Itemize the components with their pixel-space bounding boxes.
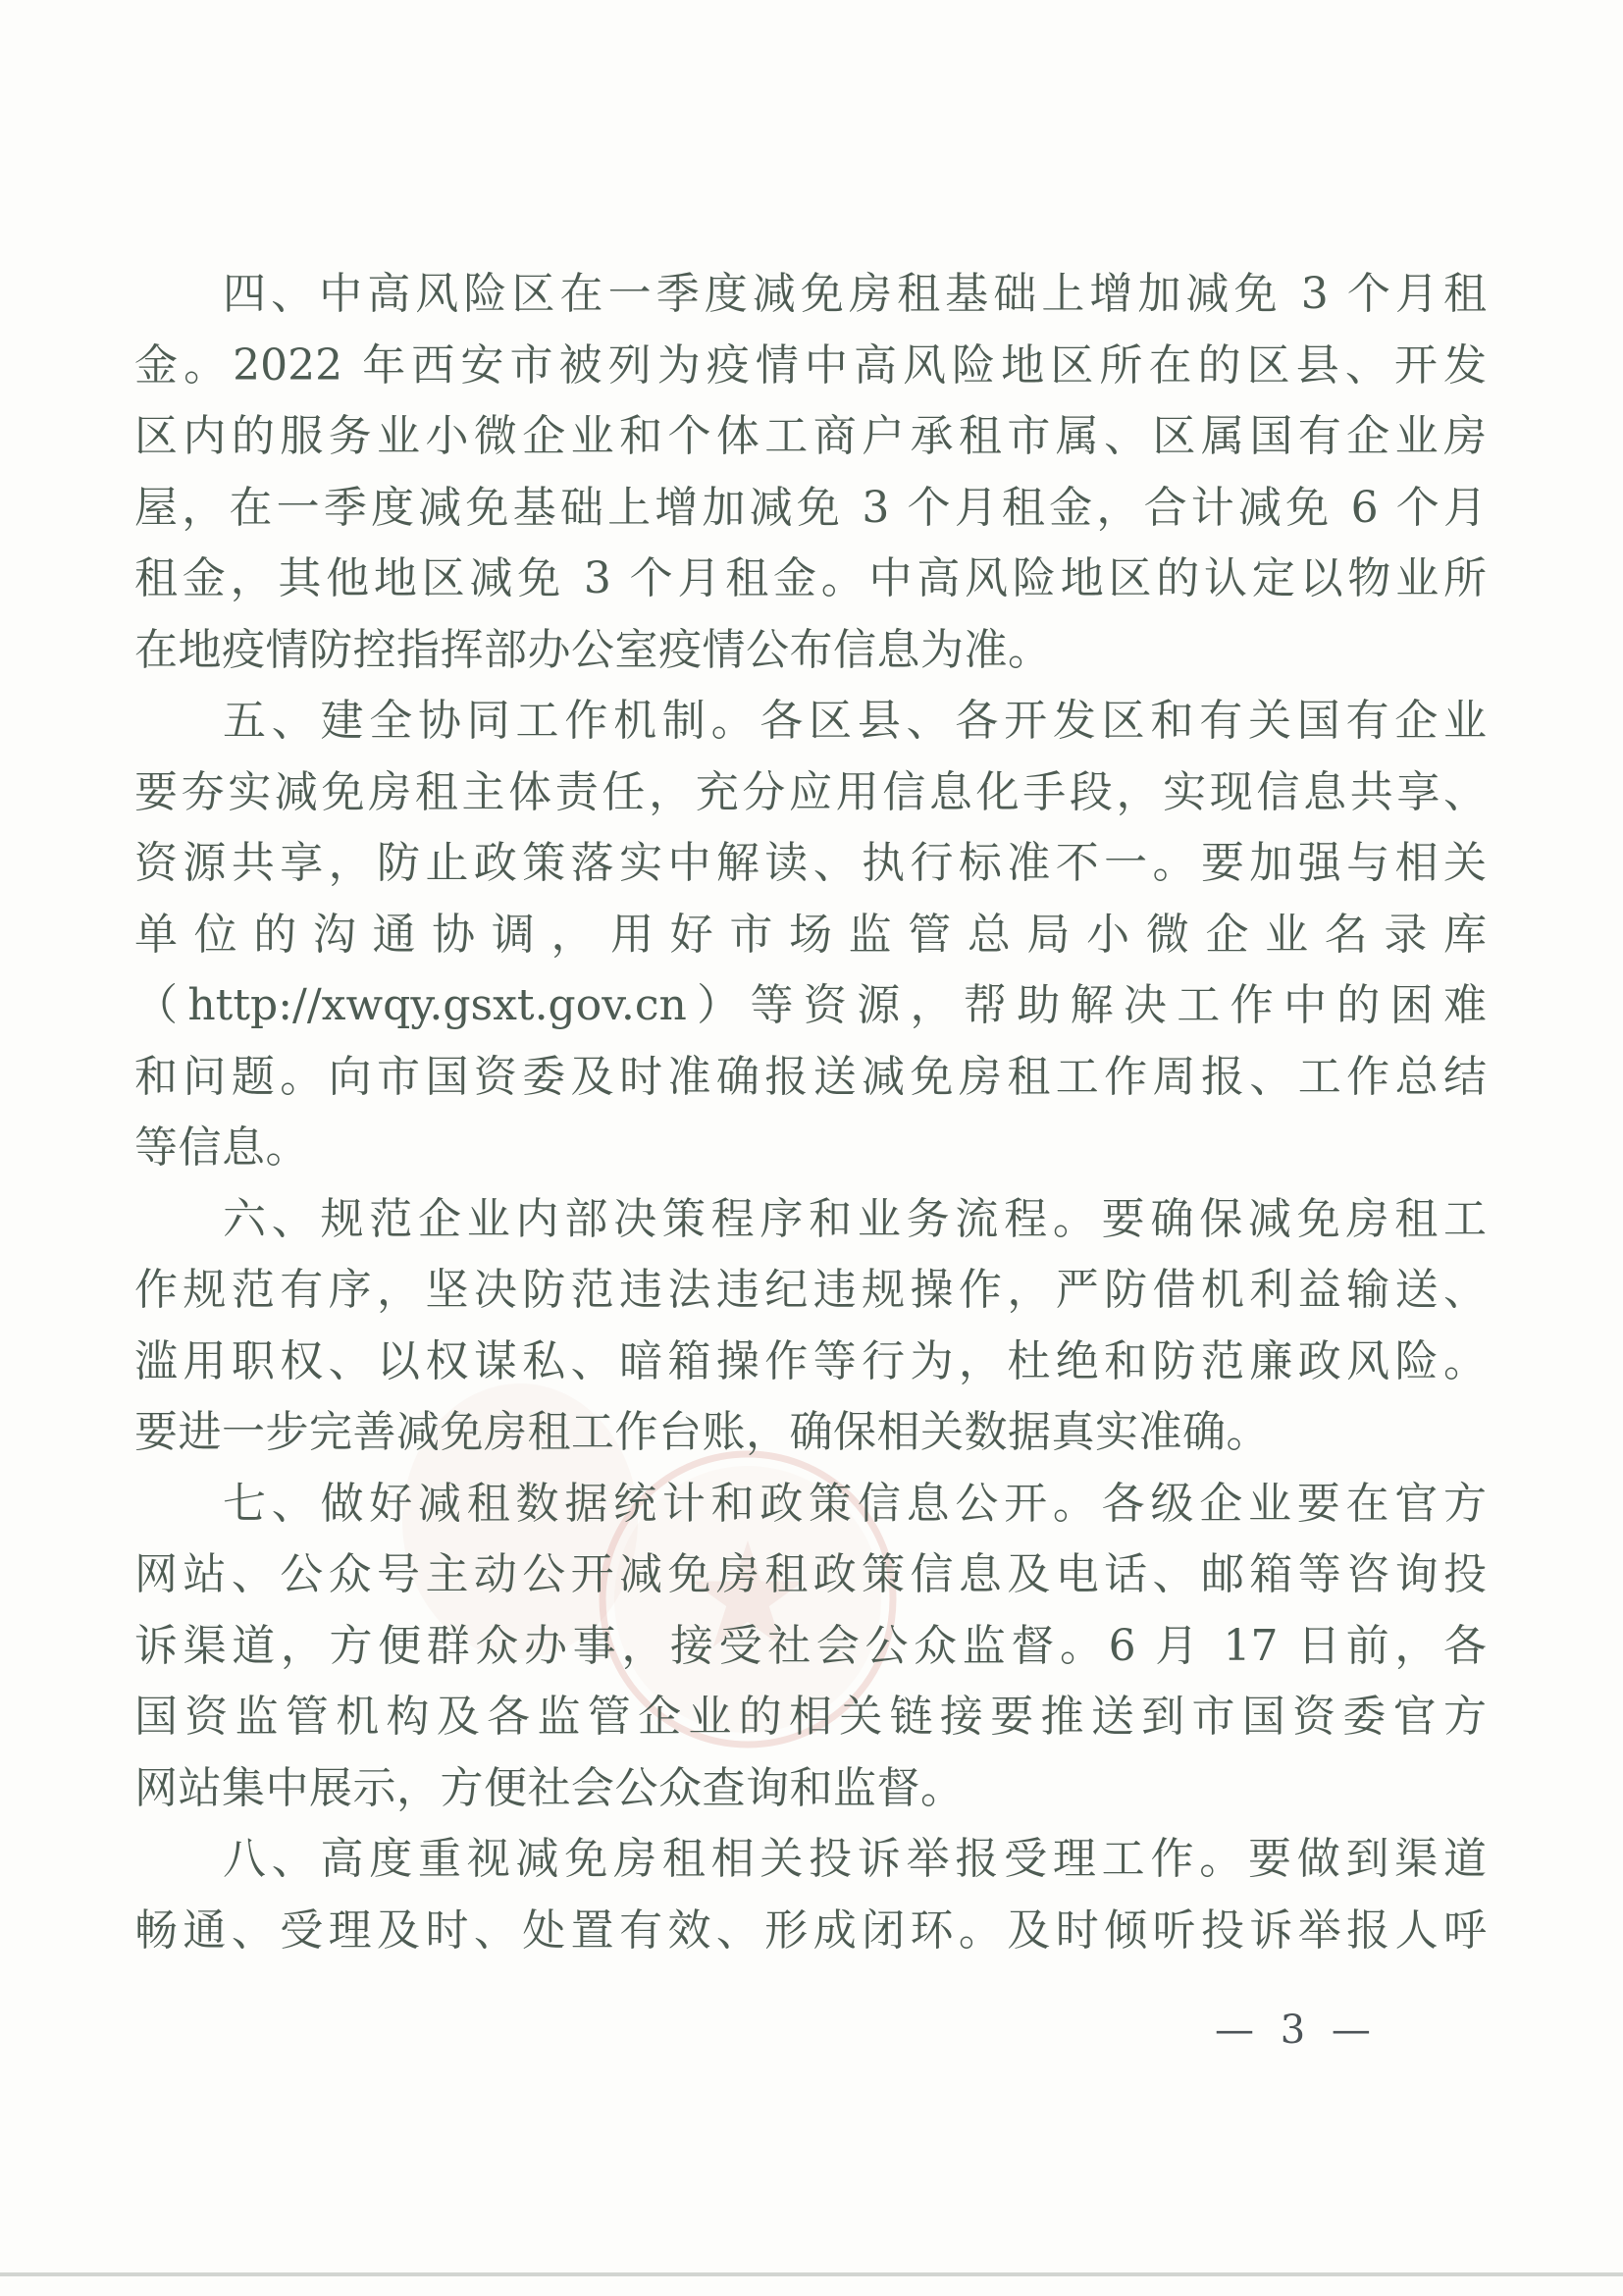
text-line: 等信息。 <box>134 1122 309 1173</box>
text-line: 屋，在一季度减免基础上增加减免 3 个月租金，合计减免 6 个月 <box>134 482 1487 533</box>
text-line: 网站、公众号主动公开减免房租政策信息及电话、邮箱等咨询投 <box>134 1549 1487 1599</box>
text-line: 在地疫情防控指挥部办公室疫情公布信息为准。 <box>134 624 1052 675</box>
text-line: 六、规范企业内部决策程序和业务流程。要确保减免房租工 <box>223 1193 1487 1244</box>
paragraph <box>134 1824 1487 1966</box>
paragraph <box>134 259 1487 686</box>
text-line: 五、建全协同工作机制。各区县、各开发区和有关国有企业 <box>223 696 1487 746</box>
page-number: — 3 — <box>1215 2008 1378 2053</box>
text-line: 区内的服务业小微企业和个体工商户承租市属、区属国有企业房 <box>134 411 1487 461</box>
text-line: 国资监管机构及各监管企业的相关链接要推送到市国资委官方 <box>134 1692 1487 1742</box>
paragraph <box>134 1184 1487 1469</box>
text-line: 要夯实减免房租主体责任，充分应用信息化手段，实现信息共享、 <box>134 766 1487 817</box>
text-line: 诉渠道，方便群众办事，接受社会公众监督。6 月 17 日前，各 <box>134 1620 1487 1671</box>
text-line: 单位的沟通协调，用好市场监管总局小微企业名录库 <box>134 909 1487 960</box>
text-line: 和问题。向市国资委及时准确报送减免房租工作周报、工作总结 <box>134 1051 1487 1102</box>
scan-edge-line <box>0 2272 1623 2276</box>
document-body <box>134 259 1487 1966</box>
text-line: 畅通、受理及时、处置有效、形成闭环。及时倾听投诉举报人呼 <box>134 1905 1487 1956</box>
text-line: 要进一步完善减免房租工作台账，确保相关数据真实准确。 <box>134 1407 1270 1457</box>
text-line: 租金，其他地区减免 3 个月租金。中高风险地区的认定以物业所 <box>134 553 1487 603</box>
text-line: 金。2022 年西安市被列为疫情中高风险地区所在的区县、开发 <box>134 339 1487 391</box>
text-line: 四、中高风险区在一季度减免房租基础上增加减免 3 个月租 <box>223 269 1487 319</box>
text-line: 滥用职权、以权谋私、暗箱操作等行为，杜绝和防范廉政风险。 <box>134 1335 1487 1386</box>
text-line: 七、做好减租数据统计和政策信息公开。各级企业要在官方 <box>223 1478 1487 1529</box>
paragraph <box>134 1469 1487 1825</box>
text-line: 网站集中展示，方便社会公众查询和监督。 <box>134 1762 965 1813</box>
text-line: 作规范有序，坚决防范违法违纪违规操作，严防借机利益输送、 <box>134 1265 1487 1315</box>
text-line: 资源共享，防止政策落实中解读、执行标准不一。要加强与相关 <box>134 838 1487 888</box>
text-line: （http://xwqy.gsxt.gov.cn）等资源，帮助解决工作中的困难 <box>134 980 1487 1030</box>
text-line: 八、高度重视减免房租相关投诉举报受理工作。要做到渠道 <box>223 1834 1487 1884</box>
paragraph <box>134 686 1487 1184</box>
